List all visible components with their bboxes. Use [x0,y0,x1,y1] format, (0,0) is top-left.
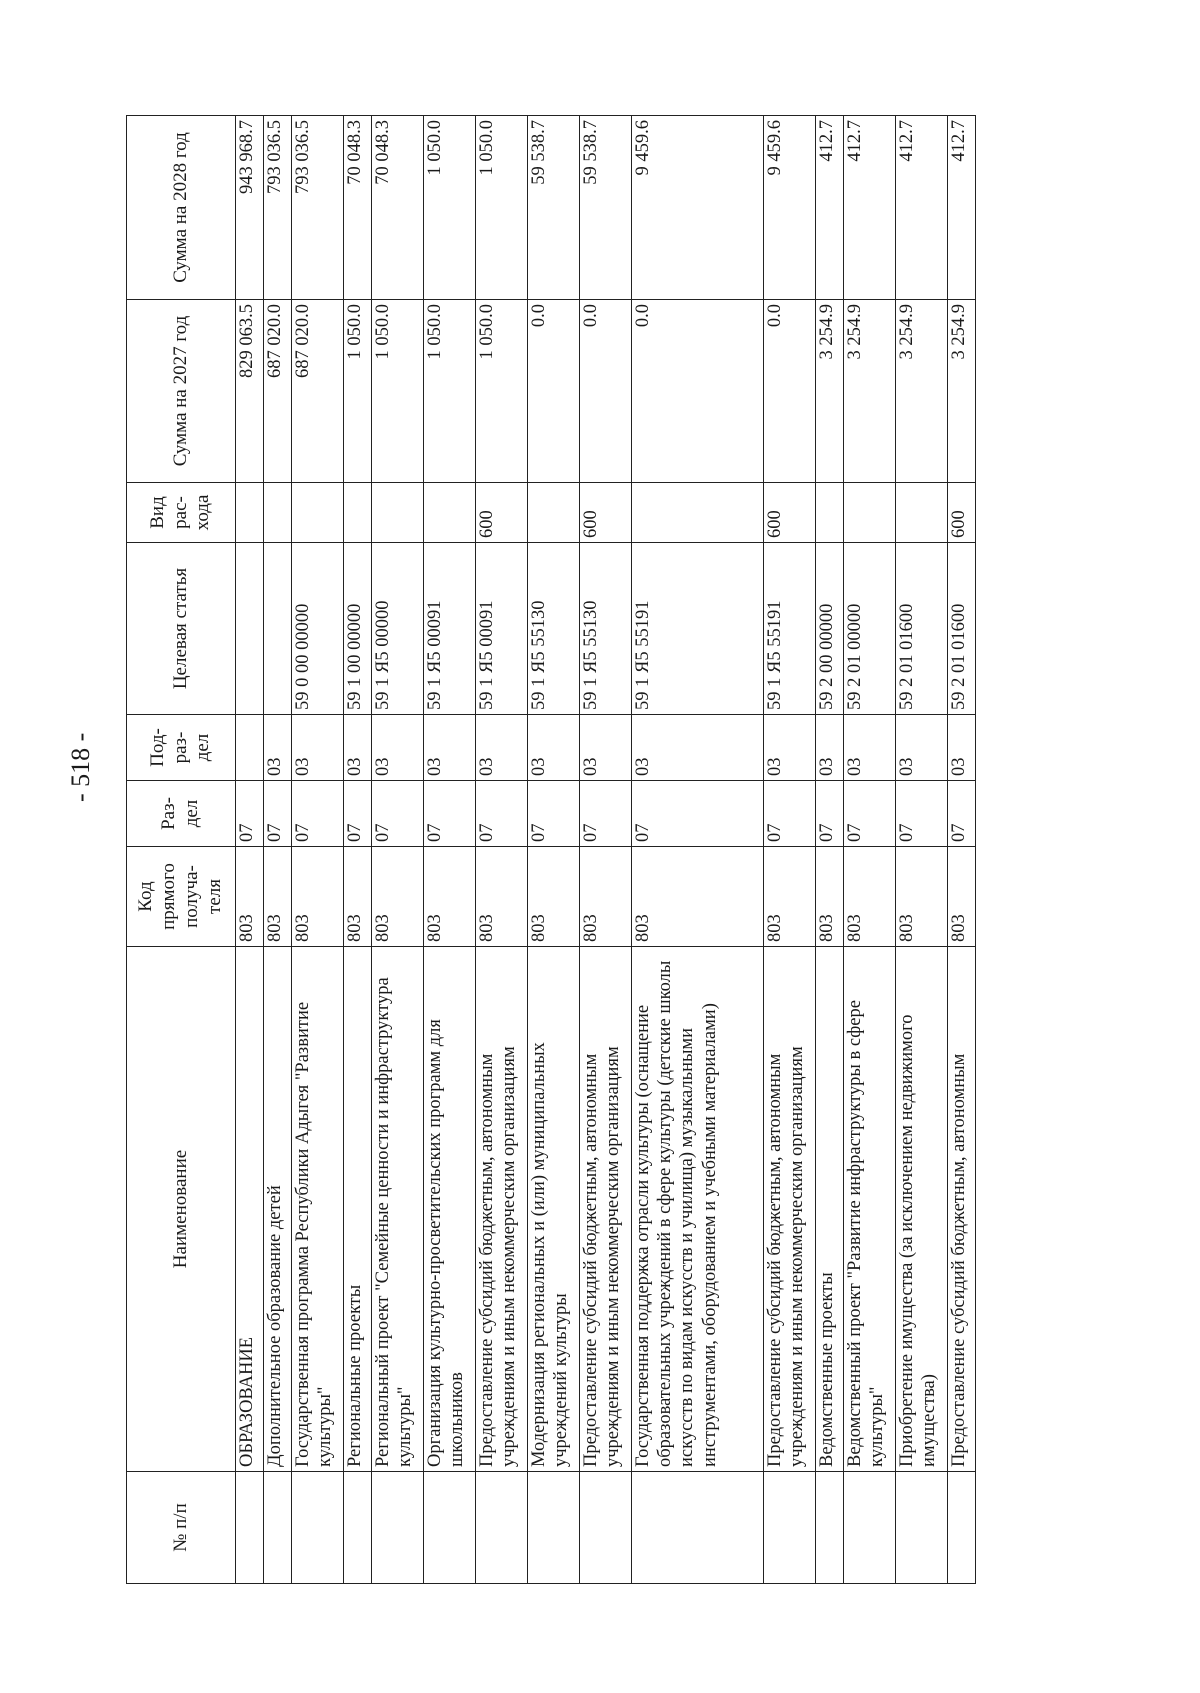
cell-sum-2028: 793 036.5 [264,116,292,300]
cell-name: Организация культурно-просветительских программ для школьников [424,947,476,1472]
cell-target-article: 59 2 00 00000 [816,543,844,715]
table-row [580,116,632,1584]
cell-recipient-code: 803 [528,847,580,947]
cell-target-article: 59 1 Я5 55130 [528,543,580,715]
cell-section: 07 [816,781,844,847]
cell-target-article: 59 1 Я5 55130 [580,543,632,715]
table-row [236,116,264,1584]
cell-expense-type [292,483,344,543]
cell-subsection: 03 [372,715,424,781]
table-row [372,116,424,1584]
cell-expense-type [844,483,896,543]
cell-name: Предоставление субсидий бюджетным, автономным учреждениям и иным некоммерческим организациям [476,947,528,1472]
cell-name: Дополнительное образование детей [264,947,292,1472]
cell-section: 07 [476,781,528,847]
cell-sum-2027: 3 254.9 [816,300,844,483]
cell-num [372,1472,424,1584]
cell-expense-type [372,483,424,543]
cell-sum-2027: 3 254.9 [844,300,896,483]
cell-recipient-code: 803 [424,847,476,947]
cell-section: 07 [844,781,896,847]
cell-recipient-code: 803 [292,847,344,947]
cell-recipient-code: 803 [344,847,372,947]
cell-sum-2028: 59 538.7 [580,116,632,300]
cell-num [424,1472,476,1584]
cell-section: 07 [632,781,764,847]
cell-subsection: 03 [816,715,844,781]
cell-num [476,1472,528,1584]
cell-target-article: 59 1 Я5 55191 [632,543,764,715]
cell-name: Государственная программа Республики Адыгея "Развитие культуры" [292,947,344,1472]
cell-sum-2027: 687 020.0 [264,300,292,483]
cell-subsection: 03 [264,715,292,781]
rotated-page-content [126,116,979,1584]
cell-expense-type [344,483,372,543]
cell-sum-2028: 1 050.0 [424,116,476,300]
cell-section: 07 [372,781,424,847]
header-sum-2028: Сумма на 2028 год [127,116,236,300]
header-num: № п/п [127,1472,236,1584]
cell-sum-2028: 70 048.3 [372,116,424,300]
table-row [528,116,580,1584]
cell-name: Государственная поддержка отрасли культуры (оснащение образовательных учреждений в сфере культуры (детские школы искусств по видам искусств и училища) музыкальными инструментами, оборудованием и учебными материалами) [632,947,764,1472]
cell-recipient-code: 803 [816,847,844,947]
cell-expense-type [236,483,264,543]
cell-target-article [264,543,292,715]
cell-num [844,1472,896,1584]
cell-target-article: 59 1 Я5 00000 [372,543,424,715]
header-section: Раз-дел [127,781,236,847]
cell-recipient-code: 803 [476,847,528,947]
cell-num [264,1472,292,1584]
cell-subsection: 03 [292,715,344,781]
cell-target-article: 59 1 00 00000 [344,543,372,715]
cell-section: 07 [236,781,264,847]
table-row [292,116,344,1584]
cell-num [580,1472,632,1584]
cell-sum-2027: 3 254.9 [948,300,976,483]
cell-section: 07 [896,781,948,847]
cell-num [344,1472,372,1584]
cell-section: 07 [764,781,816,847]
header-recipient-code: Код прямого получа-теля [127,847,236,947]
cell-target-article: 59 1 Я5 00091 [476,543,528,715]
cell-sum-2028: 412.7 [816,116,844,300]
table-row [844,116,896,1584]
header-subsection: Под-раз-дел [127,715,236,781]
cell-section: 07 [344,781,372,847]
cell-num [236,1472,264,1584]
cell-target-article: 59 1 Я5 55191 [764,543,816,715]
cell-expense-type: 600 [476,483,528,543]
cell-subsection: 03 [948,715,976,781]
cell-name: Предоставление субсидий бюджетным, автономным учреждениям и иным некоммерческим организациям [580,947,632,1472]
cell-subsection: 03 [344,715,372,781]
cell-subsection: 03 [764,715,816,781]
table-row [816,116,844,1584]
cell-target-article: 59 2 01 01600 [896,543,948,715]
cell-subsection: 03 [896,715,948,781]
cell-num [528,1472,580,1584]
cell-recipient-code: 803 [948,847,976,947]
cell-recipient-code: 803 [844,847,896,947]
cell-sum-2027: 1 050.0 [372,300,424,483]
page-number: - 518 - [66,732,95,802]
table-row [264,116,292,1584]
table-row [764,116,816,1584]
cell-name: Приобретение имущества (за исключением недвижимого имущества) [896,947,948,1472]
cell-num [948,1472,976,1584]
cell-name: Ведомственный проект "Развитие инфраструктуры в сфере культуры" [844,947,896,1472]
cell-recipient-code: 803 [580,847,632,947]
cell-sum-2028: 412.7 [896,116,948,300]
cell-recipient-code: 803 [764,847,816,947]
cell-expense-type [816,483,844,543]
cell-sum-2027: 1 050.0 [344,300,372,483]
table-row [424,116,476,1584]
cell-recipient-code: 803 [236,847,264,947]
cell-target-article: 59 1 Я5 00091 [424,543,476,715]
cell-sum-2028: 9 459.6 [764,116,816,300]
cell-sum-2027: 0.0 [764,300,816,483]
cell-expense-type [896,483,948,543]
cell-sum-2028: 793 036.5 [292,116,344,300]
cell-sum-2027: 1 050.0 [476,300,528,483]
table-row [948,116,976,1584]
cell-name: Модернизация региональных и (или) муниципальных учреждений культуры [528,947,580,1472]
cell-section: 07 [580,781,632,847]
cell-subsection [236,715,264,781]
cell-target-article: 59 0 00 00000 [292,543,344,715]
cell-name: Предоставление субсидий бюджетным, автономным [948,947,976,1472]
cell-sum-2028: 412.7 [844,116,896,300]
table-row [896,116,948,1584]
cell-subsection: 03 [844,715,896,781]
cell-section: 07 [264,781,292,847]
cell-name: ОБРАЗОВАНИЕ [236,947,264,1472]
cell-subsection: 03 [424,715,476,781]
budget-table [126,115,976,1584]
cell-recipient-code: 803 [632,847,764,947]
cell-subsection: 03 [476,715,528,781]
cell-sum-2028: 9 459.6 [632,116,764,300]
cell-expense-type: 600 [764,483,816,543]
cell-name: Региональные проекты [344,947,372,1472]
cell-expense-type [424,483,476,543]
header-name: Наименование [127,947,236,1472]
cell-sum-2027: 0.0 [580,300,632,483]
cell-num [292,1472,344,1584]
cell-section: 07 [948,781,976,847]
cell-expense-type: 600 [948,483,976,543]
cell-target-article [236,543,264,715]
cell-target-article: 59 2 01 00000 [844,543,896,715]
cell-sum-2027: 1 050.0 [424,300,476,483]
cell-section: 07 [528,781,580,847]
cell-recipient-code: 803 [372,847,424,947]
cell-num [896,1472,948,1584]
cell-subsection: 03 [580,715,632,781]
cell-expense-type [632,483,764,543]
header-target-article: Целевая статья [127,543,236,715]
cell-section: 07 [292,781,344,847]
cell-sum-2028: 412.7 [948,116,976,300]
cell-expense-type [264,483,292,543]
cell-sum-2028: 59 538.7 [528,116,580,300]
cell-sum-2027: 0.0 [528,300,580,483]
cell-target-article: 59 2 01 01600 [948,543,976,715]
cell-expense-type [528,483,580,543]
cell-subsection: 03 [632,715,764,781]
cell-sum-2028: 943 968.7 [236,116,264,300]
table-header-row [127,116,236,1584]
cell-subsection: 03 [528,715,580,781]
cell-sum-2027: 0.0 [632,300,764,483]
cell-expense-type: 600 [580,483,632,543]
cell-sum-2027: 829 063.5 [236,300,264,483]
header-expense-type: Вид рас-хода [127,483,236,543]
table-row [632,116,764,1584]
header-sum-2027: Сумма на 2027 год [127,300,236,483]
cell-name: Предоставление субсидий бюджетным, автономным учреждениям и иным некоммерческим организациям [764,947,816,1472]
cell-num [764,1472,816,1584]
cell-num [816,1472,844,1584]
cell-recipient-code: 803 [264,847,292,947]
table-row [476,116,528,1584]
cell-section: 07 [424,781,476,847]
cell-sum-2027: 3 254.9 [896,300,948,483]
cell-num [632,1472,764,1584]
table-body [236,116,976,1584]
cell-recipient-code: 803 [896,847,948,947]
cell-name: Ведомственные проекты [816,947,844,1472]
cell-sum-2027: 687 020.0 [292,300,344,483]
cell-sum-2028: 1 050.0 [476,116,528,300]
cell-name: Региональный проект "Семейные ценности и инфраструктура культуры" [372,947,424,1472]
cell-sum-2028: 70 048.3 [344,116,372,300]
table-row [344,116,372,1584]
